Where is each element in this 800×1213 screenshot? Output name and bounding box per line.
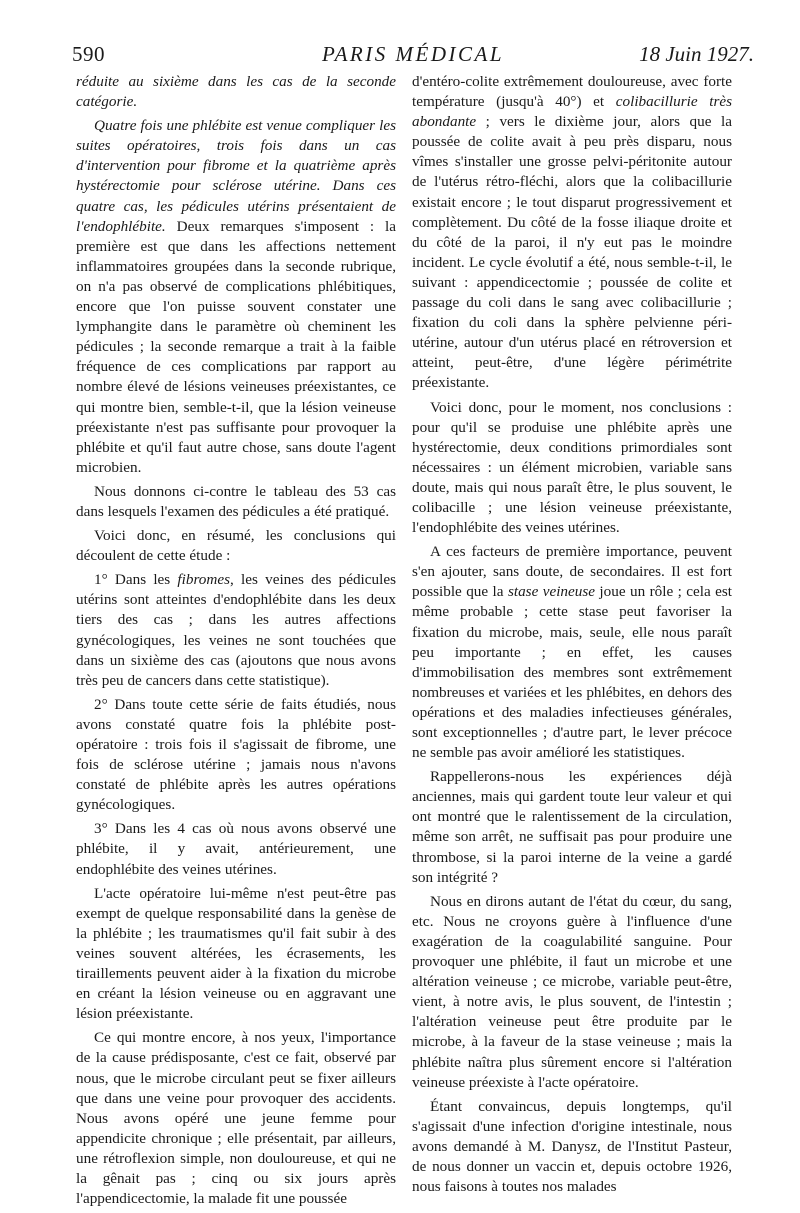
italic-text: Quatre fois une phlébite est venue compliquer les suites opératoires, trois fois dans un cas d'intervention pour fibrome et la quatrième après hystérectomie pour sclérose utérine. Dans ces quatre cas, les pédicules utérins présentaient de l'endophlébite. [76, 117, 396, 235]
italic-text: réduite au sixième dans les cas de la seconde catégorie. [76, 73, 396, 111]
paragraph-text: d'entéro-colite extrêmement douloureuse, avec forte température (jusqu'à 40°) et [412, 73, 732, 111]
paragraph [76, 116, 396, 478]
paragraph: Ce qui montre encore, à nos yeux, l'importance de la cause prédisposante, c'est ce fait, observé par nous, que le microbe circulant peut se fixer ailleurs que dans une veine pour provoquer des accidents. Nous avons opéré une jeune femme pour appendicite chronique ; elle présentait, par ailleurs, une rétroflexion simple, non douloureuse, et qui ne la gênait pas ; cinq ou six jours après l'appendicectomie, la malade fit une poussée [76, 1029, 396, 1208]
paragraph: Rappellerons-nous les expériences déjà anciennes, mais qui gardent toute leur valeur et qui ont montré que le ralentissement de la circulation, même son arrêt, ne suffisait pas pour produire une thrombose, si la paroi interne de la veine a gardé son intégrité ? [412, 768, 732, 886]
paragraph-text: Deux remarques s'imposent : la première est que dans les affections nettement inflammatoires groupées dans la seconde rubrique, on n'a pas observé de complications phlébitiques, encore que l'on puisse souvent constater une lymphangite dans le paramètre où cheminent les pédicules ; la seconde remarque a trait à la faible fréquence de ces complications par rapport au nombre élevé de lésions veineuses préexistantes, ce qui montre bien, semble-t-il, que la lésion veineuse préexistante n'est pas suffisante pour provoquer la phlébite et qu'il faut autre chose, sans doute l'agent microbien. [76, 217, 396, 476]
paragraph: Voici donc, en résumé, les conclusions qui découlent de cette étude : [76, 527, 396, 565]
paragraph [412, 542, 732, 763]
paragraph-text: ; vers le dixième jour, alors que la poussée de colite avait à peu près disparu, nous vîmes s'installer une grosse pelvi-péritonite autour de l'utérus rétro-fléchi, alors que la colibacillurie existait encore ; le tout disparut progressivement et complètement. Du côté de la fosse iliaque droite et du côté de la paroi, il n'y eut pas le moindre incident. Le cycle évolutif a été, nous semble-t-il, le suivant : appendicectomie ; poussée de colite et passage du coli dans le sang avec colibacillurie ; fixation du coli dans la sphère pelvienne péri-utérine, autour d'un utérus placé en rétroversion et atteint, peut-être, d'une légère périmétrite préexistante. [412, 113, 732, 392]
issue-date: 18 Juin 1927. [639, 42, 754, 66]
paragraph-text: A ces facteurs de première importance, peuvent s'en ajouter, sans doute, de secondaires. Il est fort possible que la [412, 543, 732, 601]
paragraph: Étant convaincus, depuis longtemps, qu'il s'agissait d'une infection d'origine intestinale, nous avons demandé à M. Danysz, de l'Institut Pasteur, de nous donner un vaccin et, depuis octobre 1926, nous faisons à toutes nos malades [412, 1097, 732, 1196]
journal-title: PARIS MÉDICAL [321, 42, 504, 66]
italic-text: colibacillurie très abondante [412, 93, 733, 131]
page-number: 590 [72, 42, 105, 66]
left-column [76, 72, 396, 1213]
running-header [72, 42, 754, 72]
paragraph: Voici donc, pour le moment, nos conclusions : pour qu'il se produise une phlébite après une hystérectomie, deux conditions primordiales sont nécessaires : un élément microbien, variable sans doute, mais qui nous paraît être, le plus souvent, le colibacille ; une lésion veineuse préexistante, l'endophlébite des veines utérines. [412, 398, 732, 537]
right-column [412, 72, 732, 1201]
italic-text: stase veineuse [507, 583, 596, 601]
italic-text: fibromes [177, 571, 231, 589]
paragraph: Nous en dirons autant de l'état du cœur, du sang, etc. Nous ne croyons guère à l'influence d'une exagération de la coagulabilité sanguine. Pour provoquer une phlébite, il faut un microbe et une altération veineuse ; ce microbe, variable peut-être, vient, à notre avis, le plus souvent, de l'intestin ; l'altération veineuse peut être produite par le microbe, à la faveur de la stase veineuse ; mais la phlébite naîtra plus sûrement encore si l'altération veineuse préexiste à l'acte opératoire. [412, 892, 732, 1091]
paragraph [76, 72, 396, 112]
paragraph [76, 570, 396, 691]
paragraph [412, 72, 732, 394]
paragraph-text: , les veines des pédicules utérins sont atteintes d'endophlébite dans les deux tiers des cas ; dans les autres affections gynécologiques, les veines ne sont touchées que dans un sixième des cas (ajoutons que nous avons très peu de cancers dans cette statistique). [76, 571, 396, 689]
paragraph-text: joue un rôle ; cela est même probable ; cette stase peut favoriser la fixation du microbe, mais, seule, elle nous paraît peu importante ; en effet, les causes d'immobilisation des membres sont extrêmement nombreuses et variées et les phlébites, en dehors des opérations et des maladies infectieuses générales, sont exceptionnelles ; d'autre part, le lever précoce ne semble pas avoir amélioré les statistiques. [412, 583, 733, 762]
paragraph: 2° Dans toute cette série de faits étudiés, nous avons constaté quatre fois la phlébite post-opératoire : trois fois il s'agissait de fibrome, une fois de sclérose utérine ; jamais nous n'avons constaté de phlébite après les autres opérations gynécologiques. [76, 695, 396, 814]
paragraph: 3° Dans les 4 cas où nous avons observé une phlébite, il y avait, antérieurement, une endophlébite des veines utérines. [76, 820, 396, 878]
paragraph: L'acte opératoire lui-même n'est peut-être pas exempt de quelque responsabilité dans la genèse de la phlébite ; les traumatismes qu'il fait subir à des veines souvent altérées, les écrasements, les tiraillements peuvent aider à la fixation du microbe en créant la lésion veineuse ou en aggravant une lésion préexistante. [76, 884, 396, 1023]
paragraph: Nous donnons ci-contre le tableau des 53 cas dans lesquels l'examen des pédicules a été pratiqué. [76, 482, 396, 520]
paragraph-text: 1° Dans les [94, 571, 178, 589]
